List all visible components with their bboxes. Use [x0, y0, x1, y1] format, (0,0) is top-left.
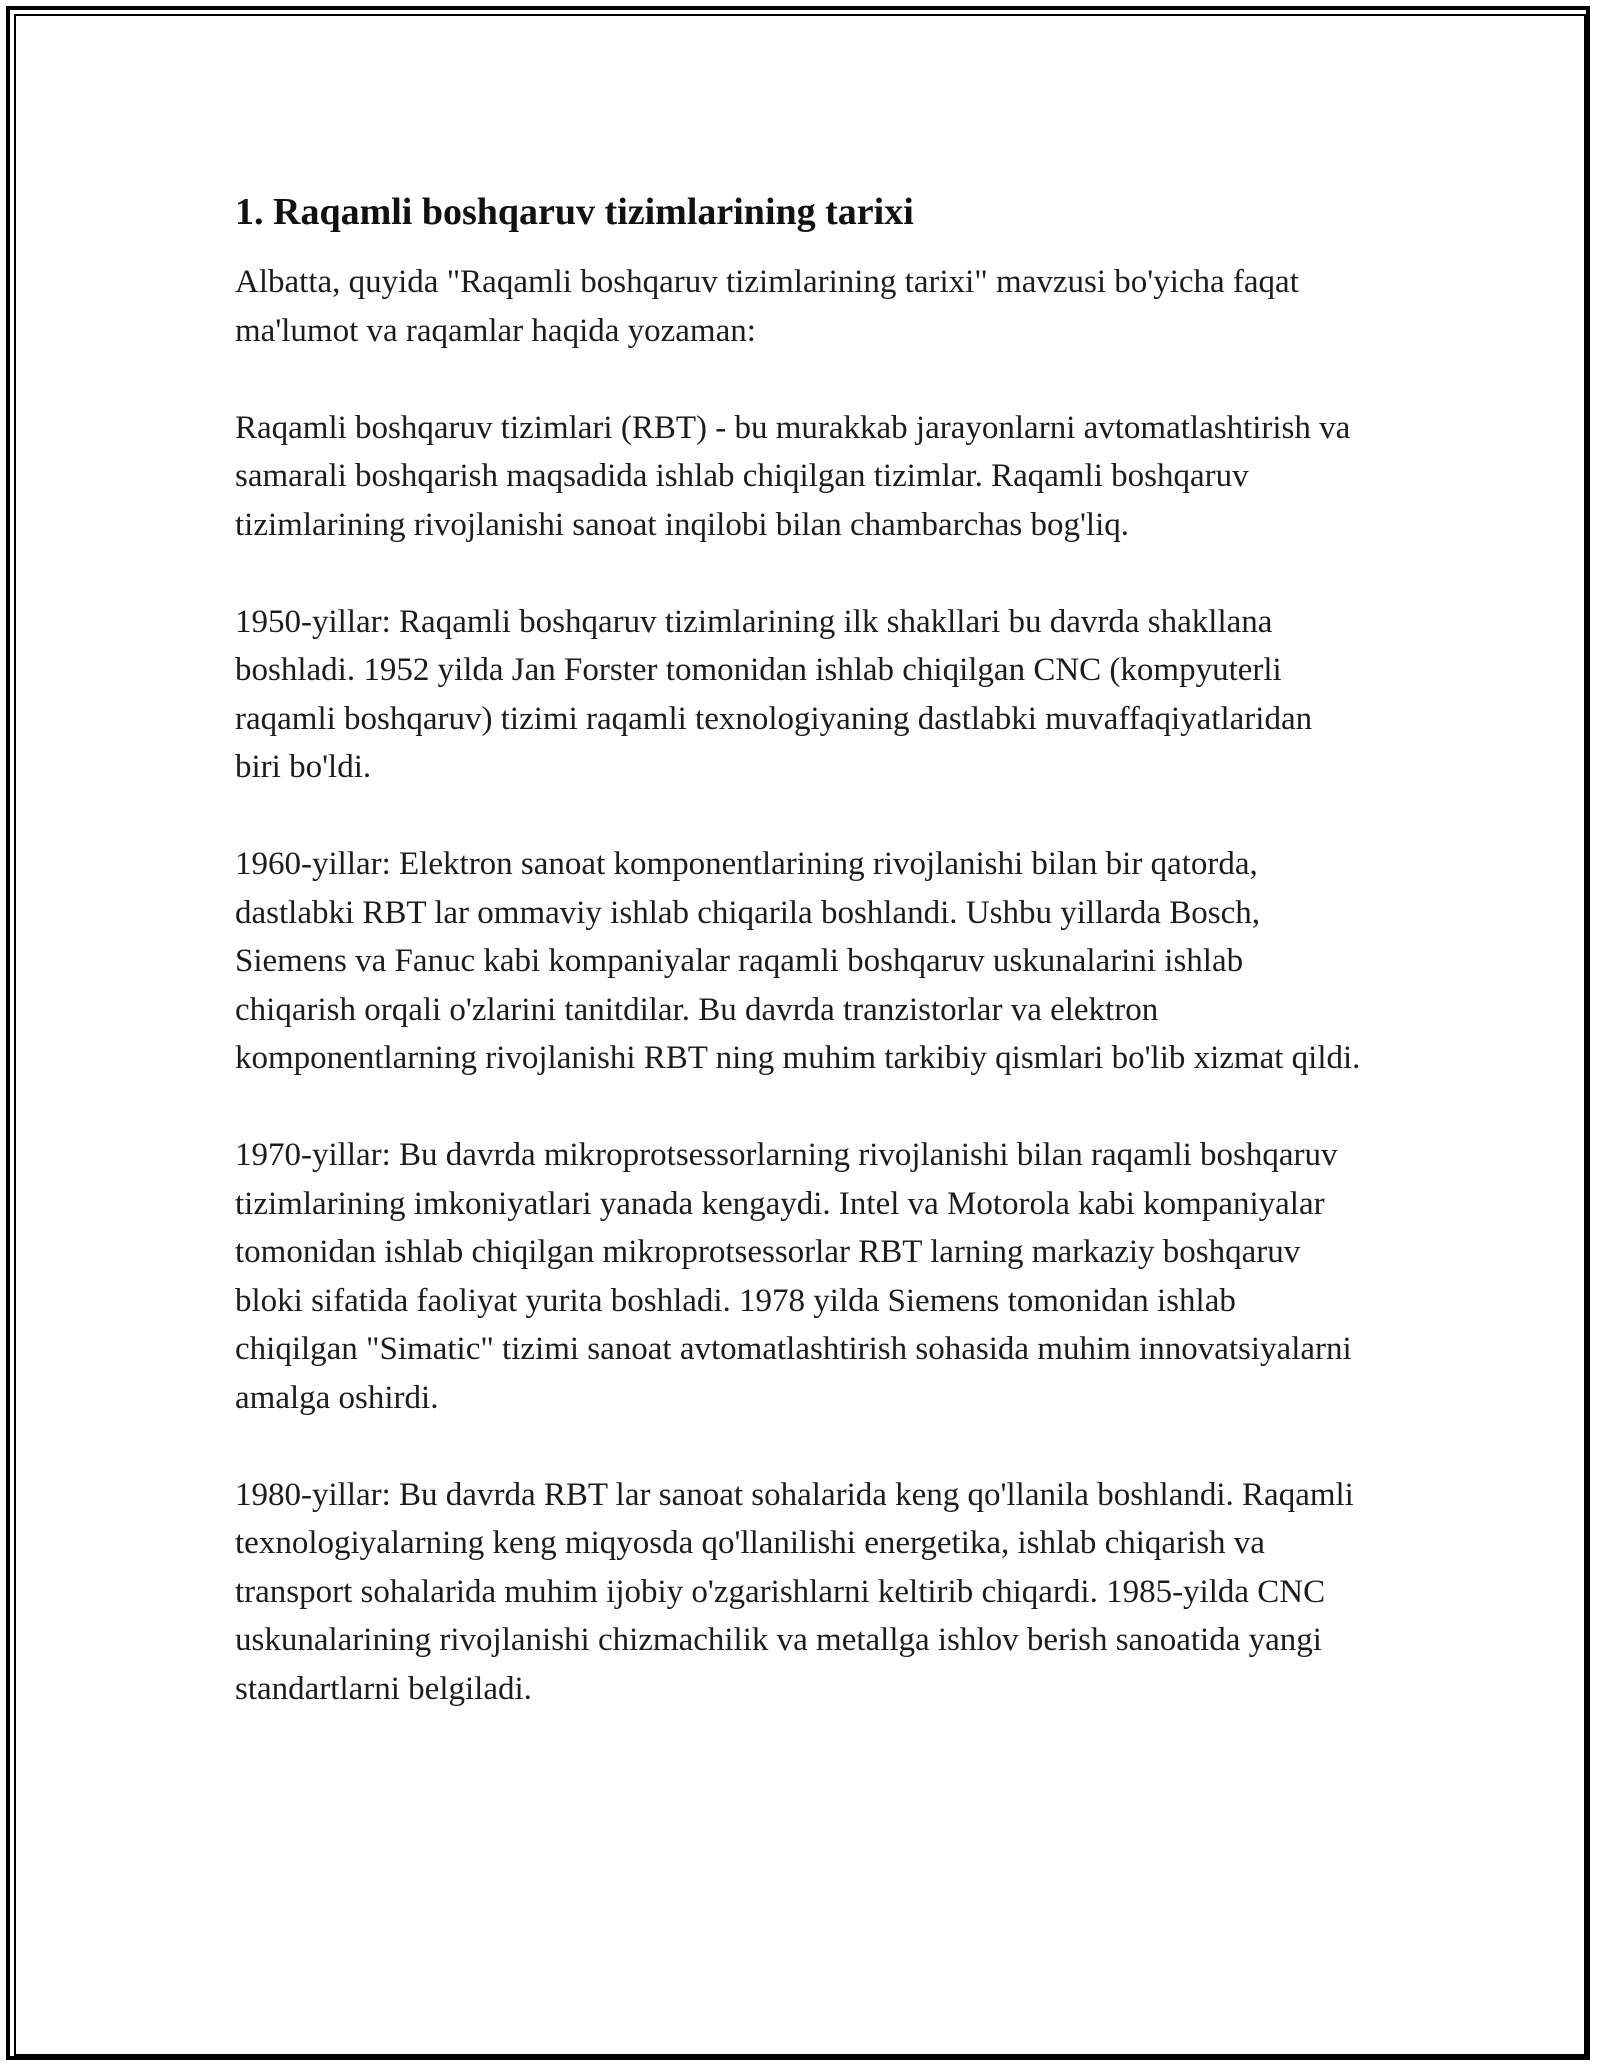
- paragraph-1970s: 1970-yillar: Bu davrda mikroprotsessorlarning rivojlanishi bilan raqamli boshqaruv tizimlarining imkoniyatlari yanada kengaydi. Intel va Motorola kabi kompaniyalar tomonidan ishlab chiqilgan mikroprotsessorlar RBT larning markaziy boshqaruv bloki sifatida faoliyat yurita boshladi. 1978 yilda Siemens tomonidan ishlab chiqilgan "Simatic" tizimi sanoat avtomatlashtirish sohasida muhim innovatsiyalarni amalga oshirdi.: [235, 1137, 1352, 1416]
- definition-paragraph: Raqamli boshqaruv tizimlari (RBT) - bu murakkab jarayonlarni avtomatlashtirish va samarali boshqarish maqsadida ishlab chiqilgan tizimlar. Raqamli boshqaruv tizimlarining rivojlanishi sanoat inqilobi bilan chambarchas bog'liq.: [235, 409, 1351, 543]
- page-title: 1. Raqamli boshqaruv tizimlarining tarixi: [235, 191, 914, 233]
- intro-paragraph: Albatta, quyida "Raqamli boshqaruv tizimlarining tarixi" mavzusi bo'yicha faqat ma'lumot va raqamlar haqida yozaman:: [235, 264, 1299, 349]
- paragraph-1980s: 1980-yillar: Bu davrda RBT lar sanoat sohalarida keng qo'llanila boshlandi. Raqamli texnologiyalarning keng miqyosda qo'llanilishi energetika, ishlab chiqarish va transport sohalarida muhim ijobiy o'zgarishlarni keltirib chiqardi. 1985-yilda CNC uskunalarining rivojlanishi chizmachilik va metallga ishlov berish sanoatida yangi standartlarni belgiladi.: [235, 1476, 1354, 1707]
- paragraph-1950s: 1950-yillar: Raqamli boshqaruv tizimlarining ilk shakllari bu davrda shakllana boshladi. 1952 yilda Jan Forster tomonidan ishlab chiqilgan CNC (kompyuterli raqamli boshqaruv) tizimi raqamli texnologiyaning dastlabki muvaffaqiyatlaridan biri bo'ldi.: [235, 603, 1313, 785]
- paragraph-1960s: 1960-yillar: Elektron sanoat komponentlarining rivojlanishi bilan bir qatorda, dastlabki RBT lar ommaviy ishlab chiqarila boshlandi. Ushbu yillarda Bosch, Siemens va Fanuc kabi kompaniyalar raqamli boshqaruv uskunalarini ishlab chiqarish orqali o'zlarini tanitdilar. Bu davrda tranzistorlar va elektron komponentlarning rivojlanishi RBT ning muhim tarkibiy qismlari bo'lib xizmat qildi.: [235, 846, 1361, 1076]
- document-body: [235, 188, 1365, 1762]
